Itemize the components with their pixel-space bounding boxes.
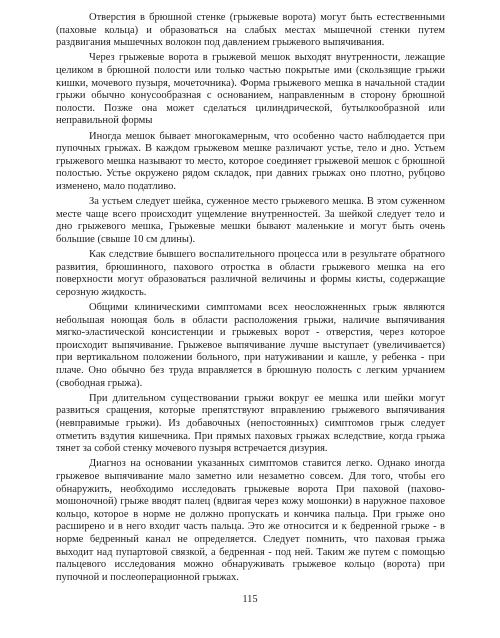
paragraph-hernia-gates: Отверстия в брюшной стенке (грыжевые ворота) могут быть естественными (паховые кольца) и образоваться на слабых местах мышечной стенки путем раздвигания мышечных волокон под давлением грыжевого выпячивания. [56, 12, 445, 49]
paragraph-adhesions: При длительном существовании грыжи вокруг ее мешка или шейки могут развиться сращения, которые препятствуют вправлению грыжевого выпячивания (невправимые грыжи). Из добавочных (непостоянных) симптомов грыж следует отметить вздутия кишечника. При прямых паховых грыжах вследствие, когда грыжа тянет за собой стенку мочевого пузыря встречается дизурия. [56, 392, 445, 455]
page-number: 115 [242, 594, 258, 605]
paragraph-sac-neck: За устьем следует шейка, суженное место грыжевого мешка. В этом суженном месте чаще всего происходит ущемление внутренностей. За шейкой следует тело и дно грыжевого мешка, Грыжевые мешки бывают маленькие и могут быть очень большие (свыше 10 см длины). [56, 196, 445, 245]
paragraph-clinical-symptoms: Общими клиническими симптомами всех неосложненных грыж являются небольшая ноющая боль в области расположения грыжи, наличие выпячивания мягко-эластической консистенции и грыжевых ворот - отверстия, через которое происходит выпячивание. Грыжевое выпячивание лучше выступает (увеличивается) при вертикальном положении больного, при натуживании и кашле, у ребенка - при плаче. Оно обычно без труда вправляется в брюшную полость с легким урчанием (свободная грыжа). [56, 302, 445, 389]
body-text [56, 12, 445, 584]
paragraph-diagnosis: Диагноз на основании указанных симптомов ставится легко. Однако иногда грыжевое выпячивание мало заметно или незаметно совсем. Для того, чтобы его обнаружить, необходимо исследовать грыжевые ворота При паховой (пахово-мошоночной) грыже вводят палец (вдвигая через кожу мошонки) в наружное паховое кольцо, которое в норме не должно пропускать и кончика пальца. При грыже оно расширено и в него входит часть пальца. Это же относится и к бедренной грыже - в норме бедренный канал не определяется. Следует помнить, что паховая грыжа выходит над пупартовой связкой, а бедренная - под ней. Таким же путем с помощью пальцевого исследования можно обнаруживать грыжевое кольцо (ворота) при пупочной и послеоперационной грыжах. [56, 458, 445, 583]
paragraph-hernia-sac-contents: Через грыжевые ворота в грыжевой мешок выходят внутренности, лежащие целиком в брюшной полости или только частью покрытые ими (скользящие грыжи кишки, мочевого пузыря, мочеточника). Форма грыжевого мешка в начальной стадии грыжи обычно конусообразная с основанием, направленным в сторону брюшной полости. Позже она может сделаться цилиндрической, бутылкообразной или неправильной формы [56, 52, 445, 127]
paragraph-sac-structure: Иногда мешок бывает многокамерным, что особенно часто наблюдается при пупочных грыжах. В каждом грыжевом мешке различают устье, тело и дно. Устьем грыжевого мешка называют то место, которое соединяет грыжевой мешок с брюшной полостью. Устье окружено рядом складок, при давних грыжах оно плотно, рубцово изменено, мало податливо. [56, 130, 445, 192]
paragraph-cysts: Как следствие бывшего воспалительного процесса или в результате обратного развития, брюшинного, пахового отростка в области грыжевого мешка на его поверхности могут образоваться различной величины и формы кисты, содержащие серозную жидкость. [56, 249, 445, 298]
